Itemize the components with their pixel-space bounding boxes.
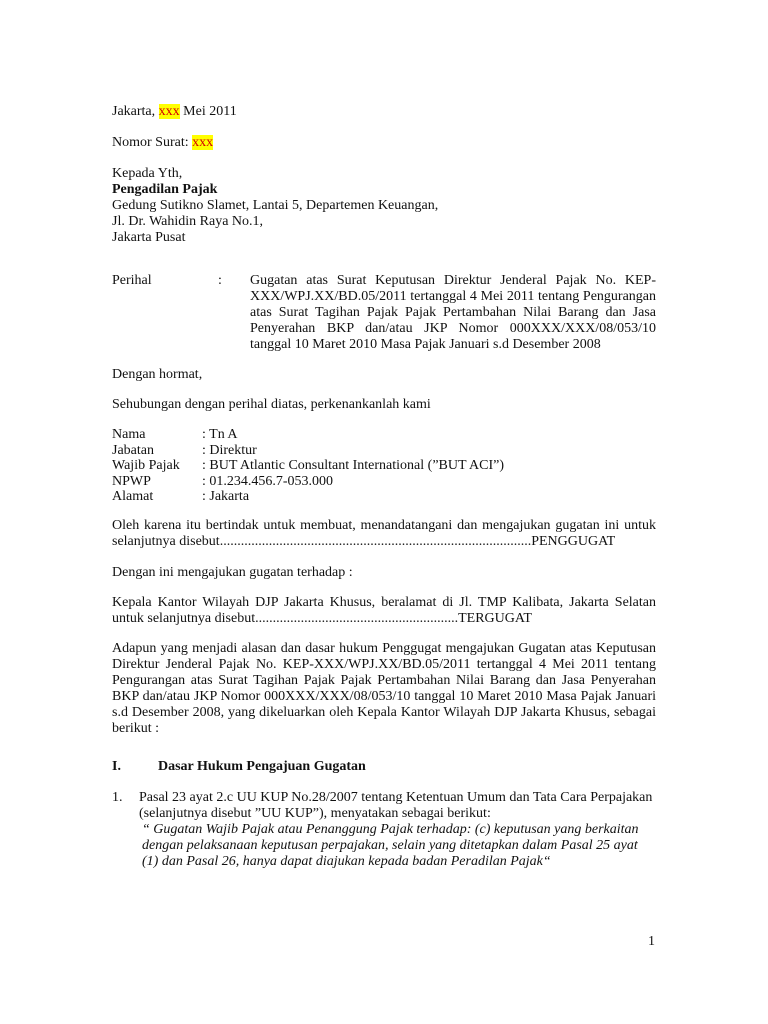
identity-row xyxy=(112,458,504,474)
recipient-address-line: Jl. Dr. Wahidin Raya No.1, xyxy=(112,214,264,229)
identity-label: NPWP xyxy=(112,473,151,489)
identity-label: Jabatan xyxy=(112,442,154,458)
identity-value: : Jakarta xyxy=(202,489,250,504)
tergugat-line-2: untuk selanjutnya disebut..........................................................TERGUGAT xyxy=(112,611,532,626)
alasan-paragraph: Adapun yang menjadi alasan dan dasar hukum Penggugat mengajukan Gugatan atas Keputusan Direktur Jenderal Pajak No. KEP-XXX/WPJ.XX/BD.05/2011 tertanggal 4 Mei 2011 tentang Pengurangan atas Surat Tagihan Pajak Pajak Pertambahan Nilai Barang dan Jasa Penyerahan BKP dan/atau JKP Nomor 000XXX/XXX/08/053/10 tanggal 10 Maret 2010 Masa Pajak Januari s.d Desember 2008, yang dikeluarkan oleh Kepala Kantor Wilayah DJP Jakarta Khusus, sebagai berikut : xyxy=(112,641,656,736)
recipient-address-line: Gedung Sutikno Slamet, Lantai 5, Departemen Keuangan, xyxy=(112,198,439,213)
penggugat-line-1: Oleh karena itu bertindak untuk membuat, menandatangani dan mengajukan gugatan ini untuk xyxy=(112,518,656,533)
item-number: 1. xyxy=(112,790,123,805)
recipient-name: Pengadilan Pajak xyxy=(112,182,218,197)
identity-row xyxy=(112,474,504,490)
letter-date: Jakarta, xxx Mei 2011 xyxy=(112,104,237,119)
number-placeholder-highlight: xxx xyxy=(192,135,214,150)
perihal-text: Gugatan atas Surat Keputusan Direktur Jenderal Pajak No. KEP-XXX/WPJ.XX/BD.05/2011 tertanggal 4 Mei 2011 tentang Pengurangan atas Surat Tagihan Pajak Pajak Pertambahan Nilai Barang dan Jasa Penyerahan BKP dan/atau JKP Nomor 000XXX/XXX/08/053/10 tanggal 10 Maret 2010 Masa Pajak Januari s.d Desember 2008 xyxy=(250,273,656,352)
identity-table xyxy=(112,427,504,505)
recipient-address-line: Jakarta Pusat xyxy=(112,230,186,245)
identity-value: : Tn A xyxy=(202,427,238,442)
gugatan-terhadap: Dengan ini mengajukan gugatan terhadap : xyxy=(112,565,353,580)
identity-label: Alamat xyxy=(112,489,154,504)
tergugat-line-1: Kepala Kantor Wilayah DJP Jakarta Khusus, beralamat di Jl. TMP Kalibata, Jakarta Selatan xyxy=(112,595,656,610)
item-quote: “ Gugatan Wajib Pajak atau Penanggung Pajak terhadap: (c) keputusan yang berkaitan dengan pelaksanaan keputusan perpajakan, selain yang ditetapkan dalam Pasal 25 ayat (1) dan Pasal 26, hanya dapat diajukan kepada badan Peradilan Pajak“ xyxy=(142,822,639,869)
penggugat-line-2: selanjutnya disebut.........................................................................................PENGGUGAT xyxy=(112,534,616,549)
identity-value: : 01.234.456.7-053.000 xyxy=(202,473,334,489)
identity-row xyxy=(112,489,504,505)
item-body xyxy=(139,790,656,870)
greeting: Dengan hormat, xyxy=(112,367,203,382)
section-number: I. xyxy=(112,759,121,774)
identity-row xyxy=(112,443,504,459)
intro-text: Sehubungan dengan perihal diatas, perkenankanlah kami xyxy=(112,397,431,412)
perihal-label: Perihal xyxy=(112,273,152,288)
perihal-colon: : xyxy=(218,273,222,288)
identity-row xyxy=(112,427,504,443)
date-placeholder-highlight: xxx xyxy=(158,104,180,119)
section-title: Dasar Hukum Pengajuan Gugatan xyxy=(158,759,366,774)
identity-label: Wajib Pajak xyxy=(112,458,180,473)
recipient-salutation: Kepada Yth, xyxy=(112,166,183,181)
identity-value: : Direktur xyxy=(202,442,257,458)
letter-number: Nomor Surat: xxx xyxy=(112,135,214,150)
page-number: 1 xyxy=(648,934,655,949)
identity-value: : BUT Atlantic Consultant International (”BUT ACI”) xyxy=(202,458,504,473)
item-text: Pasal 23 ayat 2.c UU KUP No.28/2007 tentang Ketentuan Umum dan Tata Cara Perpajakan (selanjutnya disebut ”UU KUP”), menyatakan sebagai berikut: xyxy=(139,790,653,821)
identity-label: Nama xyxy=(112,427,146,442)
